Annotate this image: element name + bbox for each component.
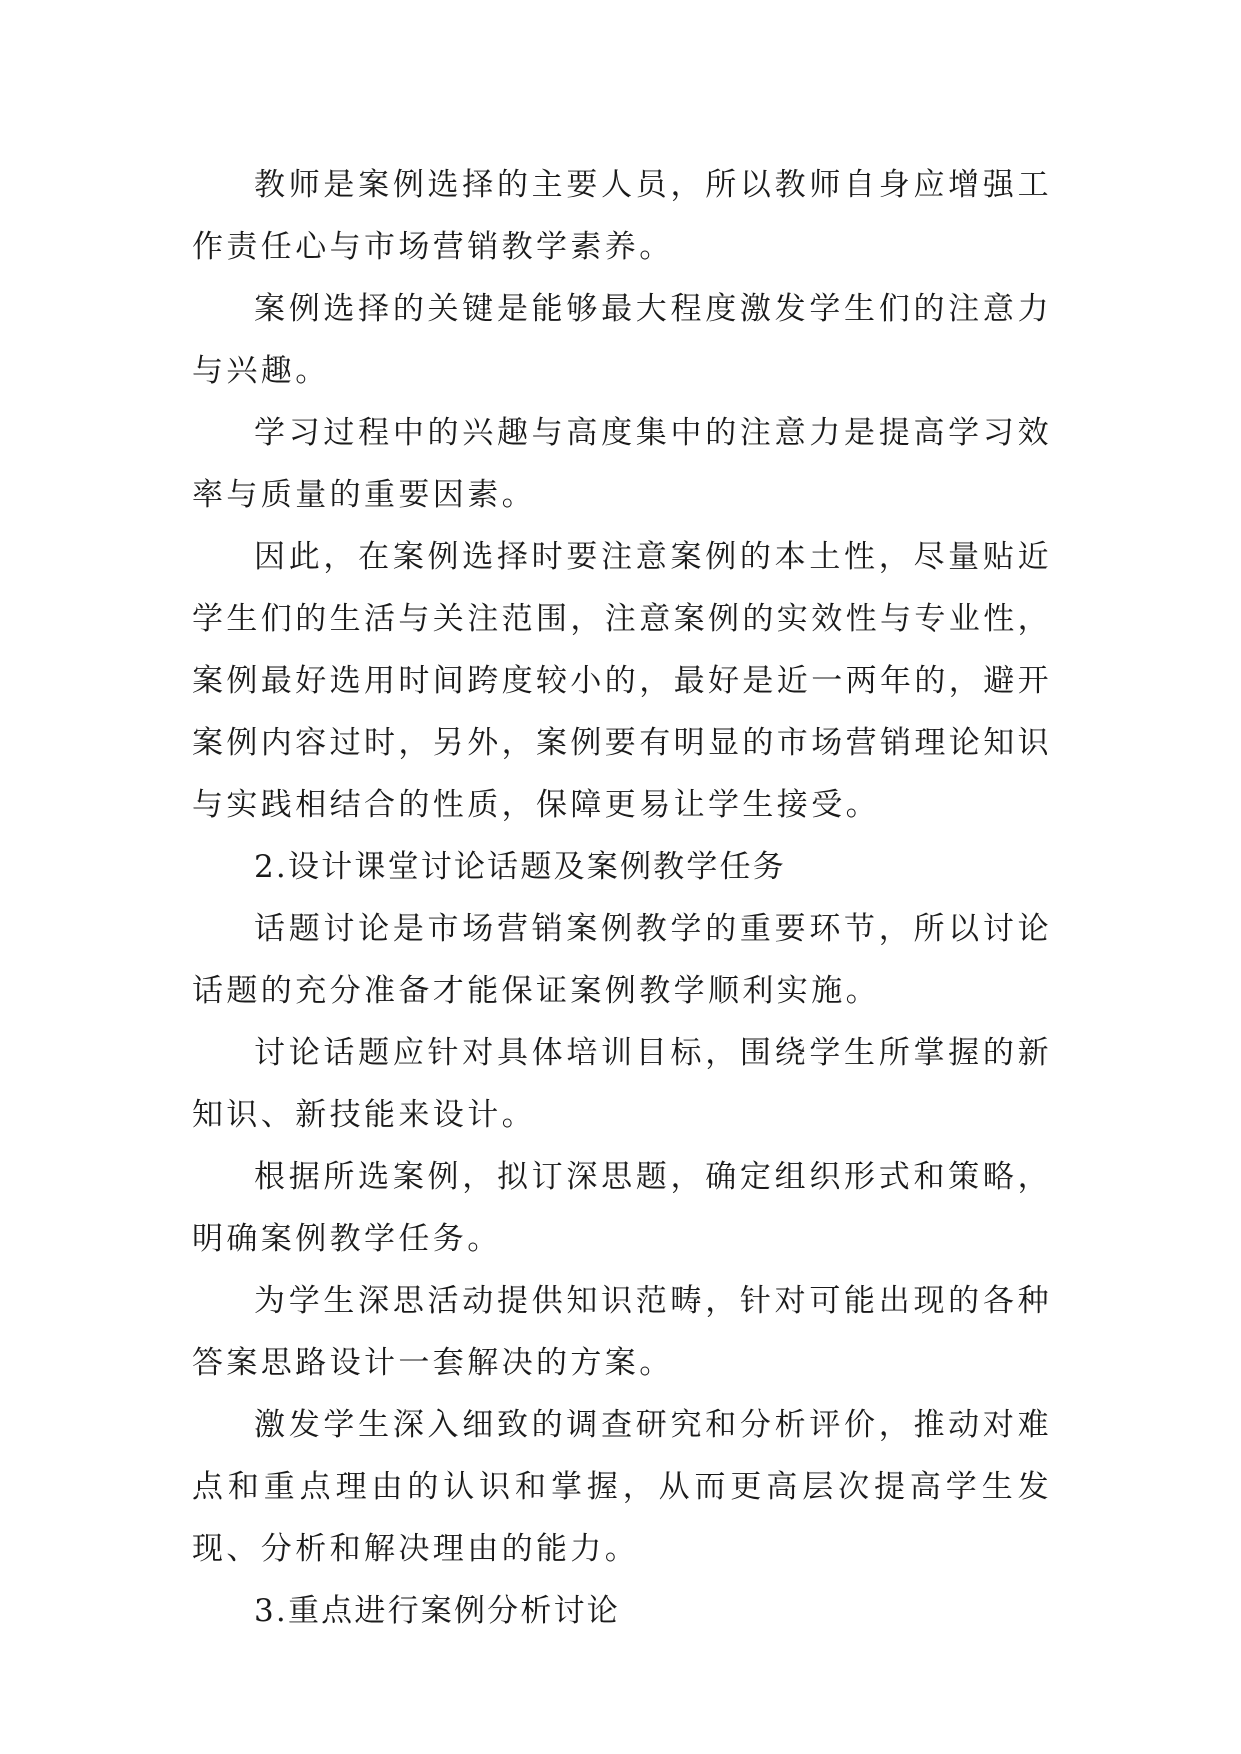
document-body — [192, 154, 1052, 1642]
paragraph-knowledge-scope: 为学生深思活动提供知识范畴，针对可能出现的各种答案思路设计一套解决的方案。 — [192, 1283, 1052, 1381]
section-heading-2: 2.设计课堂讨论话题及案例教学任务 — [254, 849, 786, 885]
paragraph-research-analysis: 激发学生深入细致的调查研究和分析评价，推动对难点和重点理由的认识和掌握，从而更高层次提高学生发现、分析和解决理由的能力。 — [192, 1407, 1052, 1567]
paragraph-teacher-role: 教师是案例选择的主要人员，所以教师自身应增强工作责任心与市场营销教学素养。 — [192, 167, 1052, 265]
paragraph-teaching-tasks: 根据所选案例，拟订深思题，确定组织形式和策略，明确案例教学任务。 — [192, 1159, 1052, 1257]
paragraph-discussion-design: 讨论话题应针对具体培训目标，围绕学生所掌握的新知识、新技能来设计。 — [192, 1035, 1052, 1133]
paragraph-interest-factor: 学习过程中的兴趣与高度集中的注意力是提高学习效率与质量的重要因素。 — [192, 415, 1052, 513]
paragraph-topic-discussion: 话题讨论是市场营销案例教学的重要环节，所以讨论话题的充分准备才能保证案例教学顺利实施。 — [192, 911, 1052, 1009]
paragraph-case-selection-criteria: 因此，在案例选择时要注意案例的本土性，尽量贴近学生们的生活与关注范围，注意案例的实效性与专业性，案例最好选用时间跨度较小的，最好是近一两年的，避开案例内容过时，另外，案例要有明显的市场营销理论知识与实践相结合的性质，保障更易让学生接受。 — [192, 539, 1052, 823]
section-heading-3: 3.重点进行案例分析讨论 — [254, 1593, 620, 1629]
paragraph-selection-key: 案例选择的关键是能够最大程度激发学生们的注意力与兴趣。 — [192, 291, 1052, 389]
